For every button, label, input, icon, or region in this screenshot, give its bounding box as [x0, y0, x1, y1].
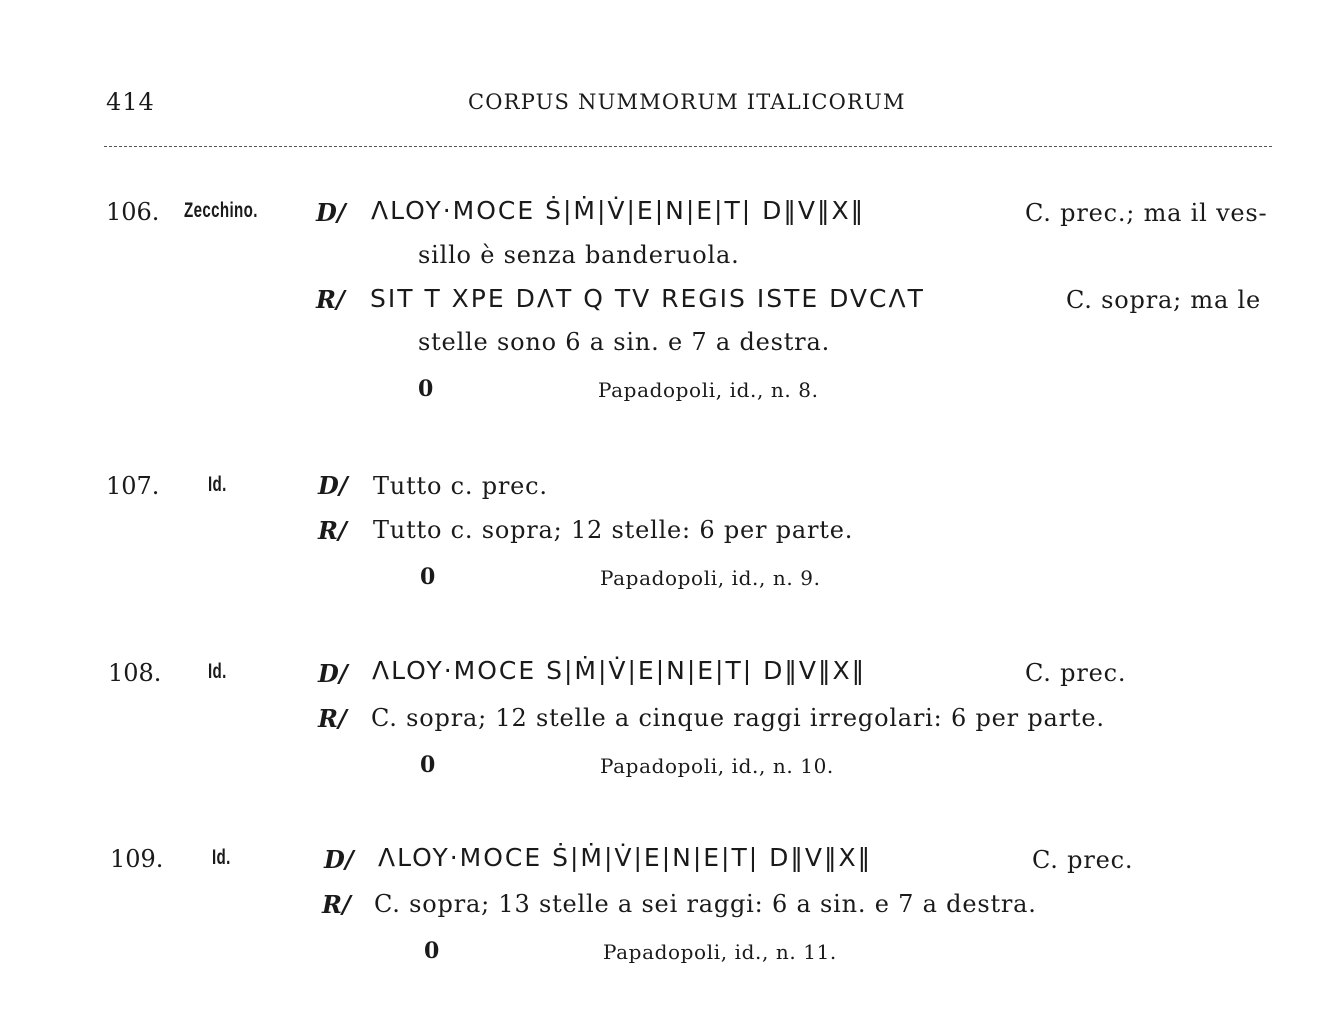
- obverse-description: C. prec.: [1032, 846, 1134, 874]
- reverse-description: C. sopra; 13 stelle a sei raggi: 6 a sin. e 7 a destra.: [374, 890, 1037, 918]
- obverse-symbol: D/: [324, 845, 354, 874]
- reverse-description-continuation: stelle sono 6 a sin. e 7 a destra.: [418, 328, 830, 356]
- bibliographic-reference: Papadopoli, id., n. 11.: [603, 940, 837, 964]
- reverse-description: C. sopra; 12 stelle a cinque raggi irregolari: 6 per parte.: [371, 704, 1105, 732]
- obverse-legend: ΛLOY·MOCE Ṡ|Ṁ|V̇|E|N|E|T| D‖V‖X‖: [371, 196, 866, 225]
- obverse-description: C. prec.; ma il ves-: [1025, 199, 1268, 227]
- entry-denomination: Id.: [208, 660, 227, 683]
- entry-number: 107.: [106, 472, 160, 500]
- rarity-mark: 0: [418, 376, 434, 402]
- reverse-symbol: R/: [316, 285, 345, 314]
- obverse-legend: ΛLOY·MOCE S|Ṁ|V̇|E|N|E|T| D‖V‖X‖: [372, 656, 867, 685]
- rarity-mark: 0: [420, 564, 436, 590]
- entry-denomination: Id.: [212, 846, 231, 869]
- header-rule: [104, 146, 1272, 147]
- entry-number: 106.: [106, 198, 160, 226]
- bibliographic-reference: Papadopoli, id., n. 10.: [600, 754, 834, 778]
- entry-number: 108.: [108, 659, 162, 687]
- reverse-description: C. sopra; ma le: [1066, 286, 1261, 314]
- entry-denomination: Id.: [208, 473, 227, 496]
- obverse-symbol: D/: [316, 198, 346, 227]
- obverse-description: C. prec.: [1025, 659, 1127, 687]
- bibliographic-reference: Papadopoli, id., n. 8.: [598, 378, 819, 402]
- reverse-symbol: R/: [322, 890, 351, 919]
- page-number: 414: [106, 88, 155, 116]
- reverse-symbol: R/: [318, 704, 347, 733]
- reverse-symbol: R/: [318, 516, 347, 545]
- rarity-mark: 0: [420, 752, 436, 778]
- entry-denomination: Zecchino.: [184, 199, 258, 222]
- running-title: CORPUS NUMMORUM ITALICORUM: [468, 90, 906, 114]
- bibliographic-reference: Papadopoli, id., n. 9.: [600, 566, 821, 590]
- obverse-symbol: D/: [318, 659, 348, 688]
- obverse-description: Tutto c. prec.: [373, 472, 548, 500]
- obverse-symbol: D/: [318, 471, 348, 500]
- rarity-mark: 0: [424, 938, 440, 964]
- reverse-legend: SIT T XPE DΛT Q TV REGIS ISTE DVCΛT: [370, 284, 925, 313]
- obverse-legend: ΛLOY·MOCE Ṡ|Ṁ|V̇|E|N|E|T| D‖V‖X‖: [378, 843, 873, 872]
- obverse-description-continuation: sillo è senza banderuola.: [418, 241, 740, 269]
- entry-number: 109.: [110, 845, 164, 873]
- reverse-description: Tutto c. sopra; 12 stelle: 6 per parte.: [373, 516, 854, 544]
